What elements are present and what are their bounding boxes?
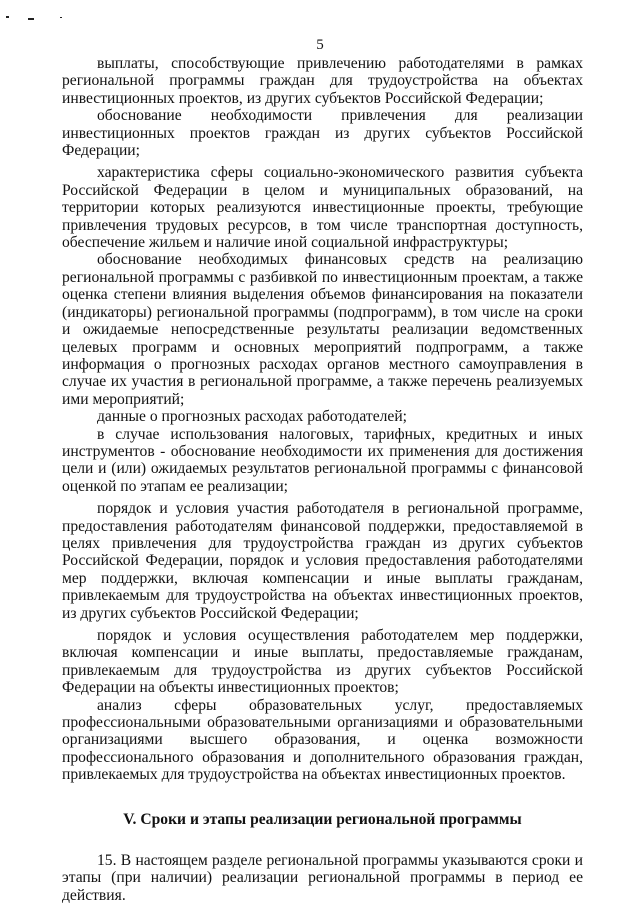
paragraph-sphere-characteristics: характеристика сферы социально-экономического развития субъекта Российской Федерации в целом и муниципальных образований, на территории которых реализуются инвестиционные проекты, требующие привлечения трудовых ресурсов, в том числе транспортная доступность, обеспечение жильем и наличие иной социальной инфраструктуры; xyxy=(62,164,583,252)
paragraph-section-15: 15. В настоящем разделе региональной программы указываются сроки и этапы (при наличии) реализации региональной программы в период ее действия. xyxy=(62,852,583,904)
paragraph-payments: выплаты, способствующие привлечению работодателями в рамках региональной программы граждан для трудоустройства на объектах инвестиционных проектов, из других субъектов Российской Федерации; xyxy=(62,55,583,107)
section-heading: V. Сроки и этапы реализации региональной программы xyxy=(123,810,522,828)
paragraph-financial-justification: обоснование необходимых финансовых средств на реализацию региональной программы с разбивкой по инвестиционным проектам, а также оценка степени влияния выделения объемов финансирования на показатели (индикаторы) региональной программы (подпрограмм), в том числе на сроки и ожидаемые непосредственные результаты реализации ведомственных целевых программ и основных мероприятий подпрограмм, а также информация о прогнозных расходах органов местного самоуправления в случае их участия в региональной программе, а также перечень реализуемых ими мероприятий; xyxy=(62,251,583,408)
paragraph-employer-participation: порядок и условия участия работодателя в региональной программе, предоставления работодателям финансовой поддержки, предоставляемой в целях привлечения для трудоустройства граждан из других субъектов Российской Федерации, порядок и условия предоставления работодателями мер поддержки, включая компенсации и иные выплаты гражданам, привлекаемым для трудоустройства на объектах инвестиционных проектов, из других субъектов Российской Федерации; xyxy=(62,500,583,622)
paragraph-employer-expenses: данные о прогнозных расходах работодателей; xyxy=(97,408,407,426)
document-body xyxy=(62,55,583,904)
scan-artifact-mark xyxy=(60,17,62,18)
paragraph-support-measures: порядок и условия осуществления работодателем мер поддержки, включая компенсации и иные выплаты, предоставляемые гражданам, привлекаемым для трудоустройства из других субъектов Российской Федерации на объекты инвестиционных проектов; xyxy=(62,627,583,697)
page-number: 5 xyxy=(316,37,324,53)
paragraph-education-analysis: анализ сферы образовательных услуг, предоставляемых профессиональными образовательными организациями и образовательными организациями высшего образования, и оценка возможности профессионального образования и дополнительного образования граждан, привлекаемых для трудоустройства на объектах инвестиционных проектов. xyxy=(62,696,583,784)
paragraph-instruments: в случае использования налоговых, тарифных, кредитных и иных инструментов - обоснование необходимости их применения для достижения цели и (или) ожидаемых результатов региональной программы с финансовой оценкой по этапам ее реализации; xyxy=(62,425,583,495)
scan-artifact-mark xyxy=(28,18,34,20)
paragraph-justification-attraction: обоснование необходимости привлечения для реализации инвестиционных проектов граждан из других субъектов Российской Федерации; xyxy=(62,107,583,160)
scan-artifact-mark xyxy=(6,16,9,18)
